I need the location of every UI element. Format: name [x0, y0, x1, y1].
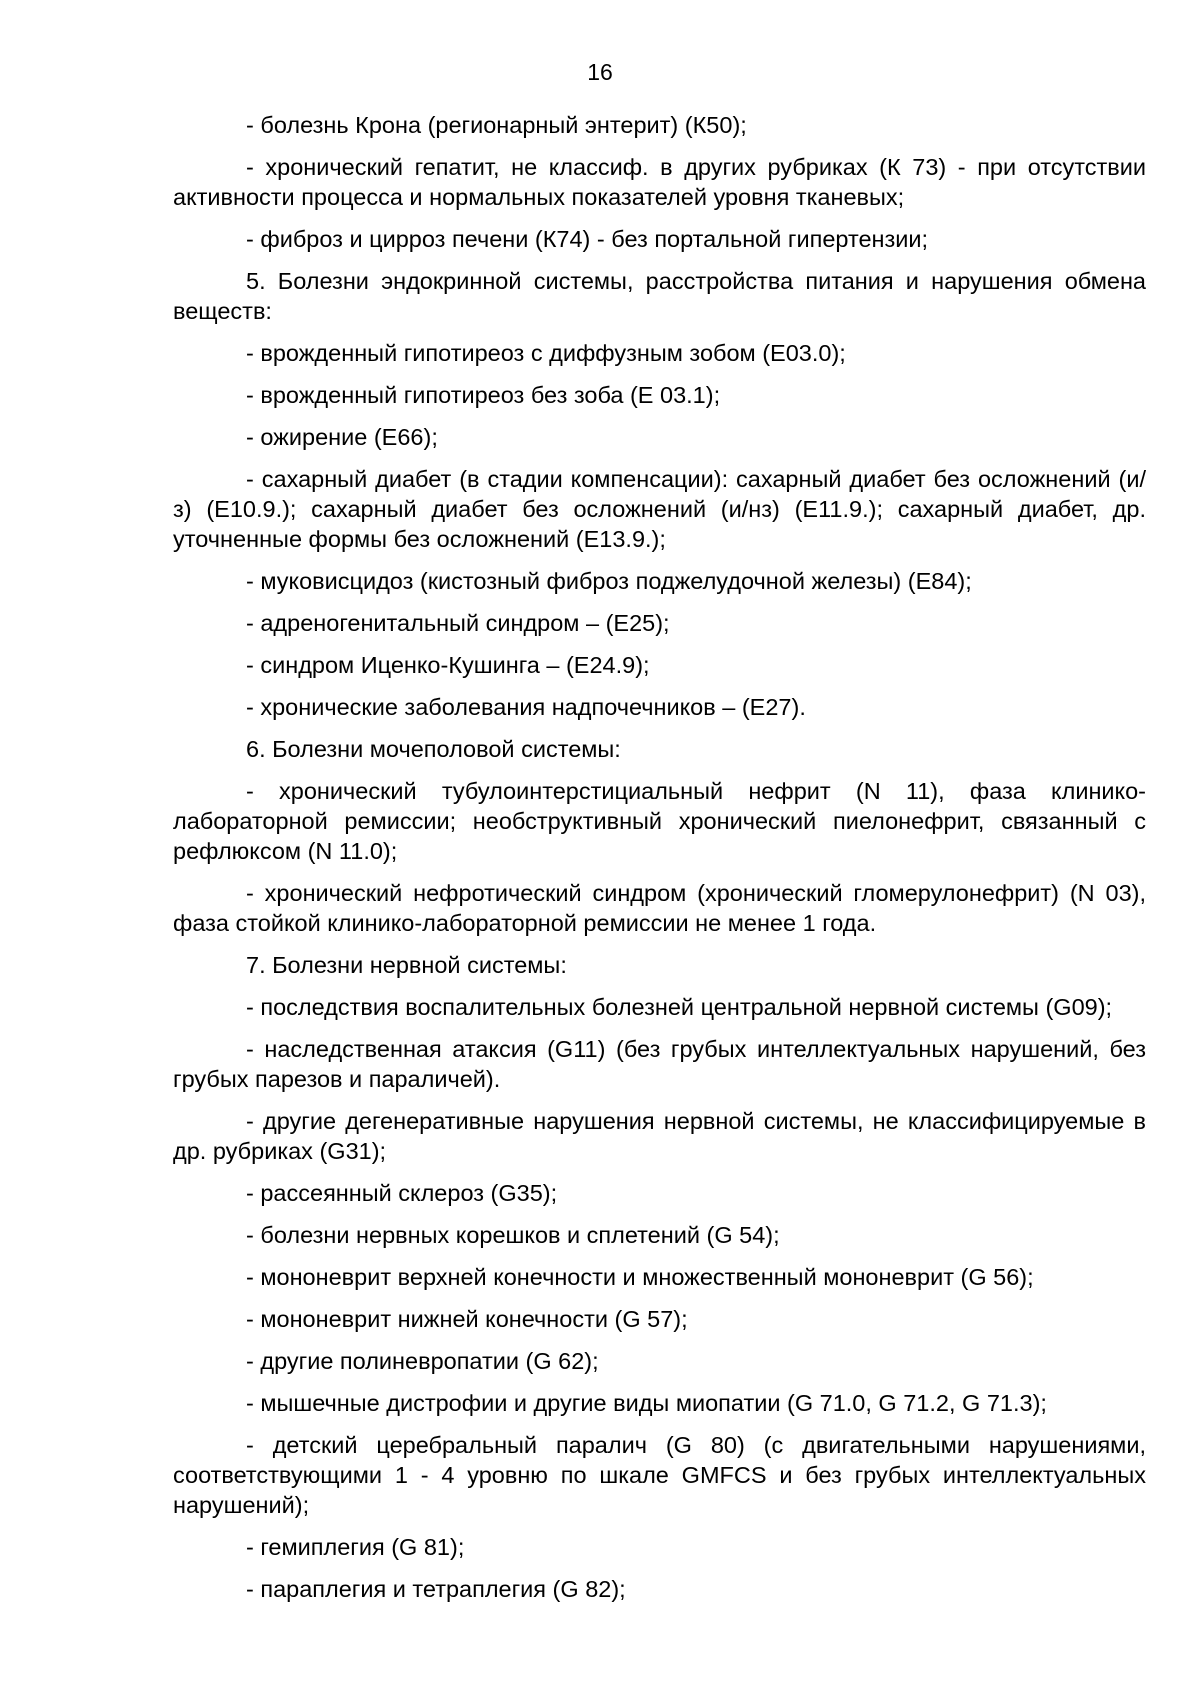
list-item: - хронический нефротический синдром (хронический гломерулонефрит) (N 03), фаза стойкой клинико-лабораторной ремиссии не менее 1 года.	[173, 880, 1146, 936]
page-number: 16	[587, 59, 613, 85]
list-item: - муковисцидоз (кистозный фиброз поджелудочной железы) (Е84);	[246, 568, 972, 594]
list-item: - другие дегенеративные нарушения нервной системы, не классифицируемые в др. рубриках (G31);	[173, 1108, 1146, 1164]
list-item: - врожденный гипотиреоз с диффузным зобом (Е03.0);	[246, 340, 846, 366]
list-item: - гемиплегия (G 81);	[246, 1534, 465, 1560]
section-heading: 7. Болезни нервной системы:	[246, 952, 567, 978]
list-item: - рассеянный склероз (G35);	[246, 1180, 558, 1206]
list-item: - фиброз и цирроз печени (К74) - без портальной гипертензии;	[246, 226, 929, 252]
list-item: - сахарный диабет (в стадии компенсации): сахарный диабет без осложнений (и/з) (Е10.9.); сахарный диабет без осложнений (и/нз) (Е11.9.); сахарный диабет, др. уточненные формы без осложнений (Е13.9.);	[173, 466, 1146, 552]
list-item: - болезнь Крона (регионарный энтерит) (К50);	[246, 112, 747, 138]
list-item: - последствия воспалительных болезней центральной нервной системы (G09);	[246, 994, 1113, 1020]
list-item: - хронический гепатит, не классиф. в других рубриках (К 73) - при отсутствии активности процесса и нормальных показателей уровня тканевых;	[173, 154, 1146, 210]
section-heading: 6. Болезни мочеполовой системы:	[246, 736, 621, 762]
section-heading: 5. Болезни эндокринной системы, расстройства питания и нарушения обмена веществ:	[173, 268, 1146, 324]
list-item: - детский церебральный паралич (G 80) (с двигательными нарушениями, соответствующими 1 - 4 уровню по шкале GMFCS и без грубых интеллектуальных нарушений);	[173, 1432, 1146, 1518]
list-item: - мононеврит верхней конечности и множественный мононеврит (G 56);	[246, 1264, 1034, 1290]
list-item: - хронический тубулоинтерстициальный нефрит (N 11), фаза клинико-лабораторной ремиссии; необструктивный хронический пиелонефрит, связанный с рефлюксом (N 11.0);	[173, 778, 1146, 864]
list-item: - врожденный гипотиреоз без зоба (Е 03.1);	[246, 382, 721, 408]
list-item: - наследственная атаксия (G11) (без грубых интеллектуальных нарушений, без грубых парезов и параличей).	[173, 1036, 1146, 1092]
list-item: - синдром Иценко-Кушинга – (Е24.9);	[246, 652, 650, 678]
list-item: - адреногенитальный синдром – (Е25);	[246, 610, 670, 636]
list-item: - хронические заболевания надпочечников – (Е27).	[246, 694, 806, 720]
list-item: - болезни нервных корешков и сплетений (G 54);	[246, 1222, 780, 1248]
list-item: - другие полиневропатии (G 62);	[246, 1348, 599, 1374]
list-item: - параплегия и тетраплегия (G 82);	[246, 1576, 626, 1602]
document-body	[173, 110, 1146, 1616]
list-item: - ожирение (Е66);	[246, 424, 438, 450]
list-item: - мышечные дистрофии и другие виды миопатии (G 71.0, G 71.2, G 71.3);	[246, 1390, 1047, 1416]
list-item: - мононеврит нижней конечности (G 57);	[246, 1306, 688, 1332]
